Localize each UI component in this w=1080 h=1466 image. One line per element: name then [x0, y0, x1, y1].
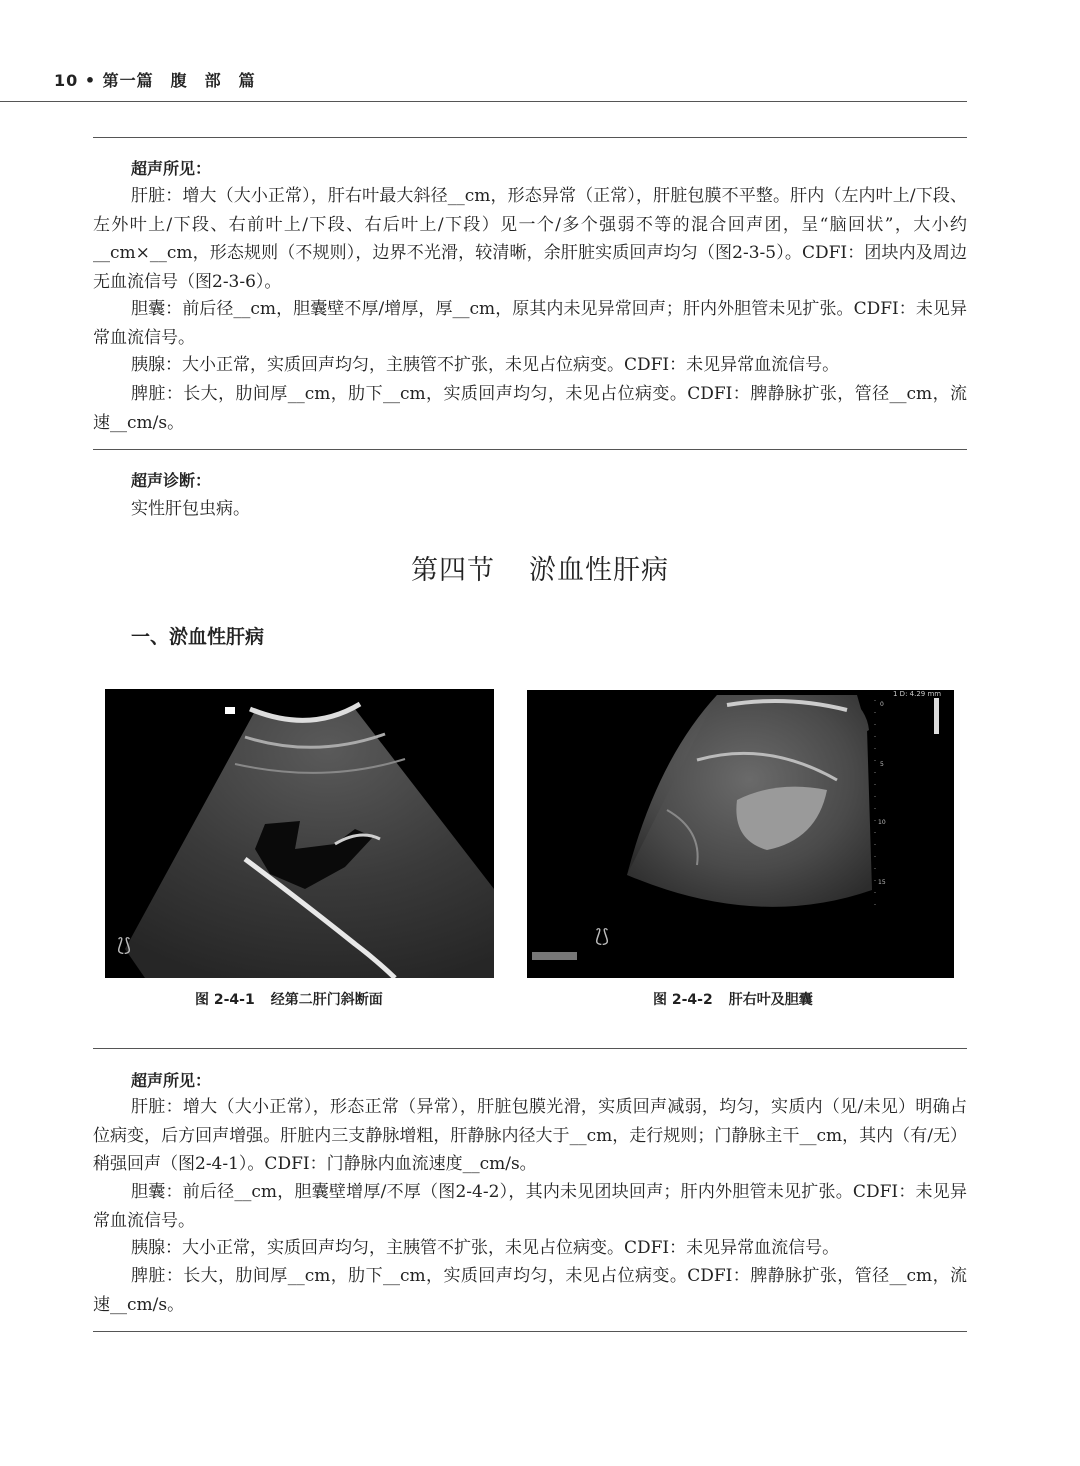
ultrasound-image-2 — [527, 690, 954, 978]
box2-bottom-rule — [93, 1331, 967, 1332]
section-title — [0, 548, 1080, 587]
ultrasound-image-1 — [105, 689, 494, 978]
diagnosis-heading: 超声诊断： — [131, 471, 212, 490]
figure-caption-text: 肝右叶及胆囊 — [728, 992, 813, 1008]
finding-gallbladder: 胆囊：前后径__cm，胆囊壁不厚/增厚，厚__cm，原其内未见异常回声；肝内外胆管未见扩张。CDFI：未见异常血流信号。 — [93, 299, 967, 348]
finding-pancreas-2: 胰腺：大小正常，实质回声均匀，主胰管不扩张，未见占位病变。CDFI：未见异常血流信号。 — [131, 1238, 840, 1258]
finding-spleen-2: 脾脏：长大，肋间厚__cm，肋下__cm，实质回声均匀，未见占位病变。CDFI：脾静脉扩张，管径__cm，流速__cm/s。 — [93, 1266, 967, 1315]
running-head: 10 • 第一篇 腹 部 篇 — [54, 71, 256, 90]
scale-label: 10 — [878, 819, 886, 826]
scale-label: 0 — [880, 701, 884, 708]
figure-number: 图 2-4-2 — [653, 992, 713, 1008]
scale-label: 5 — [880, 761, 884, 768]
figure-caption-1 — [195, 989, 383, 1009]
finding-pancreas: 胰腺：大小正常，实质回声均匀，主胰管不扩张，未见占位病变。CDFI：未见异常血流信号。 — [131, 355, 840, 375]
header-rule — [0, 101, 967, 102]
diagnosis-text: 实性肝包虫病。 — [131, 499, 250, 519]
box1-bottom-rule — [93, 449, 967, 450]
box2-heading: 超声所见： — [131, 1071, 212, 1090]
box1-top-rule — [93, 137, 967, 138]
scale-label: 15 — [878, 879, 886, 886]
finding-gallbladder-2: 胆囊：前后径__cm，胆囊壁增厚/不厚（图2-4-2），其内未见团块回声；肝内外胆管未见扩张。CDFI：未见异常血流信号。 — [93, 1182, 967, 1231]
figure-caption-text: 经第二肝门斜断面 — [270, 992, 383, 1008]
depth-readout: 1 D: 4.29 mm — [893, 690, 942, 698]
subsection-title: 一、淤血性肝病 — [131, 626, 265, 648]
svg-text:⟅⟆: ⟅⟆ — [595, 926, 610, 947]
figure-caption-2 — [653, 989, 813, 1009]
finding-liver: 肝脏：增大（大小正常），肝右叶最大斜径__cm，形态异常（正常），肝脏包膜不平整。肝内（左内叶上/下段、左外叶上/下段、右前叶上/下段、右后叶上/下段）见一个/多个强弱不等的混合回声团，呈“脑回状”，大小约__cm×__cm，形态规则（不规则），边界不光滑，较清晰，余肝脏实质回声均匀（图2-3-5）。CDFI：团块内及周边无血流信号（图2-3-6）。 — [93, 186, 967, 292]
section-name: 淤血性肝病 — [529, 555, 669, 586]
section-number: 第四节 — [411, 555, 495, 586]
finding-spleen: 脾脏：长大，肋间厚__cm，肋下__cm，实质回声均匀，未见占位病变。CDFI：脾静脉扩张，管径__cm，流速__cm/s。 — [93, 384, 967, 433]
box2-top-rule — [93, 1048, 967, 1049]
svg-text:⟅⟆: ⟅⟆ — [117, 935, 132, 956]
finding-liver-2: 肝脏：增大（大小正常），形态正常（异常），肝脏包膜光滑，实质回声减弱，均匀，实质内（见/未见）明确占位病变，后方回声增强。肝脏内三支静脉增粗，肝静脉内径大于__cm，走行规则；门静脉主干__cm，其内（有/无）稍强回声（图2-4-1）。CDFI：门静脉内血流速度__cm/s。 — [93, 1097, 967, 1174]
figure-number: 图 2-4-1 — [195, 992, 255, 1008]
box1-heading: 超声所见： — [131, 159, 212, 178]
